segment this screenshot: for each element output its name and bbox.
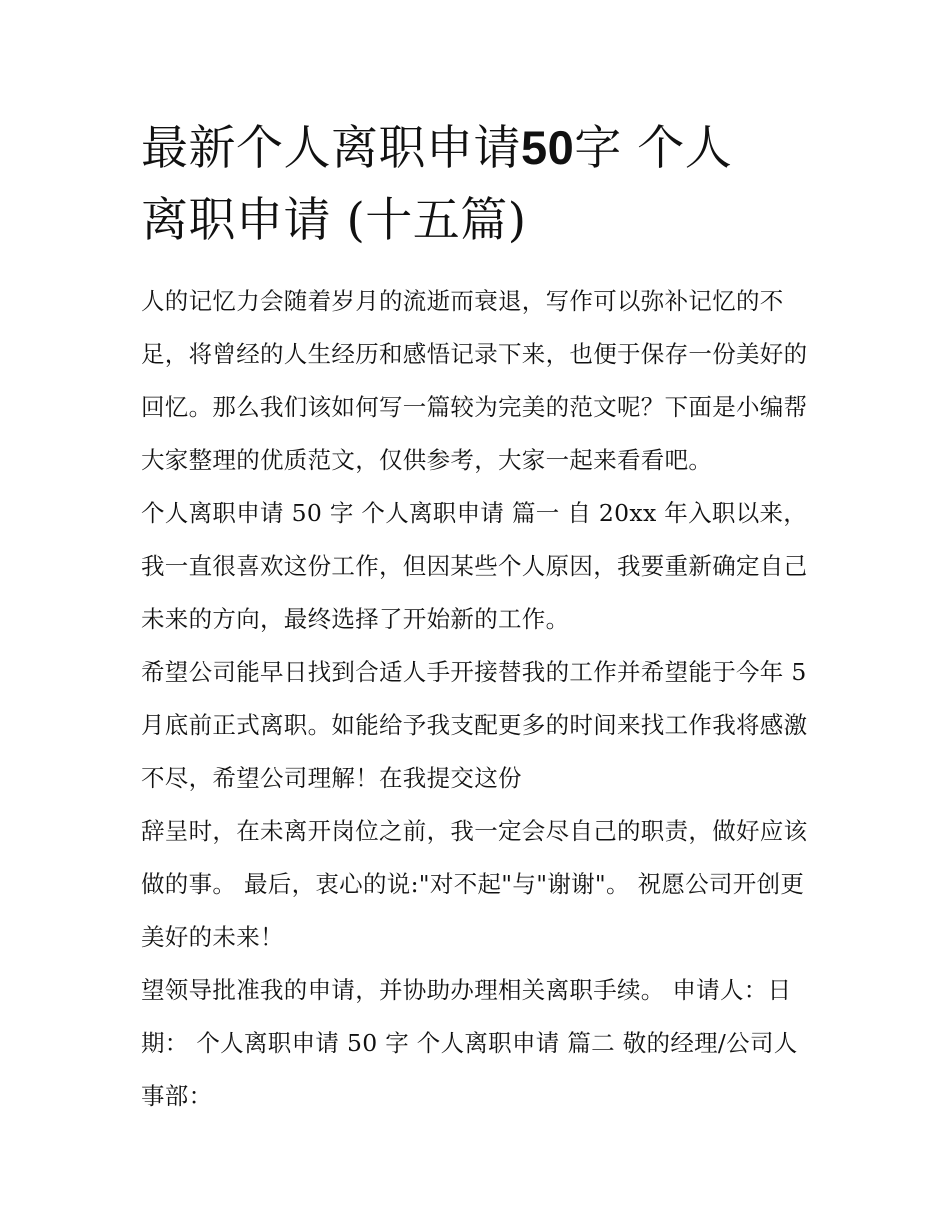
paragraph-2: 希望公司能早日找到合适人手开接替我的工作并希望能于今年 5 月底前正式离职。如能给予我支配更多的时间来找工作我将感激不尽，希望公司理解！在我提交这份: [141, 658, 808, 792]
paragraph-3: 辞呈时，在未离开岗位之前，我一定会尽自己的职责，做好应该做的事。 最后，衷心的说:"对不起"与"谢谢"。 祝愿公司开创更美好的未来！: [141, 817, 808, 951]
paragraph-intro: 人的记忆力会随着岁月的流逝而衰退，写作可以弥补记忆的不足，将曾经的人生经历和感悟记录下来，也便于保存一份美好的回忆。那么我们该如何写一篇较为完美的范文呢？下面是小编帮大家整理的优质范文，仅供参考，大家一起来看看吧。: [141, 287, 808, 474]
document-title: [141, 112, 813, 257]
title-text-part2: 字 个人: [574, 121, 733, 176]
title-number: 50: [521, 121, 575, 174]
title-text-part3: 离职申请 (十五篇): [141, 193, 527, 248]
document-body: [141, 112, 813, 1123]
paragraph-1: 个人离职申请 50 字 个人离职申请 篇一 自 20xx 年入职以来，我一直很喜欢这份工作，但因某些个人原因，我要重新确定自己未来的方向，最终选择了开始新的工作。: [141, 499, 808, 633]
paragraph-4: 望领导批准我的申请，并协助办理相关离职手续。 申请人：日期： 个人离职申请 50 字 个人离职申请 篇二 敬的经理/公司人事部：: [141, 976, 798, 1110]
title-text-part1: 最新个人离职申请: [141, 121, 521, 176]
